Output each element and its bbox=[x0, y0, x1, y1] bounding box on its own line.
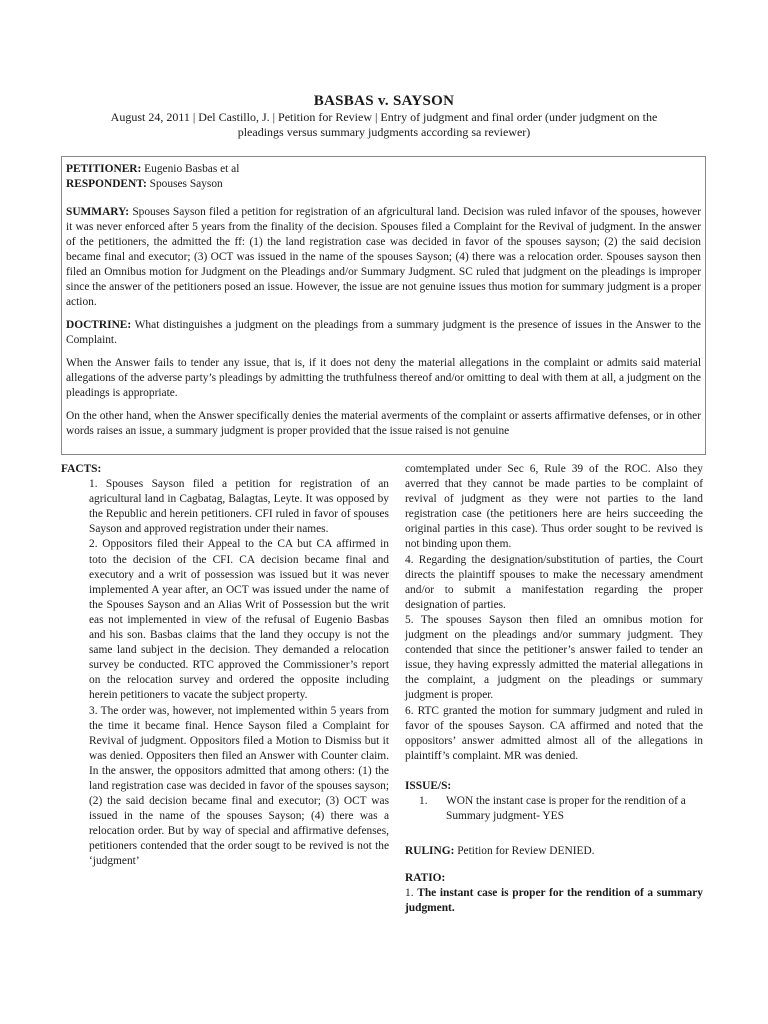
summary-label: SUMMARY: bbox=[66, 206, 130, 218]
ratio-heading: RATIO: bbox=[405, 872, 446, 885]
case-title: BASBAS v. SAYSON bbox=[313, 93, 455, 109]
right-column bbox=[405, 462, 703, 917]
doctrine-text: What distinguishes a judgment on the pleadings from a summary judgment is the presence of issues in the Answer to the Complaint. bbox=[66, 319, 701, 346]
fact-6: 6. RTC granted the motion for summary judgment and ruled in favor of the spouses Sayson. CA affirmed and noted that the oppositors’ answer admitted almost all of the allegations in plaintiff’s complaint. MR was denied. bbox=[405, 704, 703, 762]
spacer bbox=[66, 192, 701, 205]
issues-heading: ISSUE/S: bbox=[405, 779, 452, 792]
petitioner-label: PETITIONER: bbox=[66, 163, 142, 175]
spacer bbox=[66, 401, 701, 409]
summary-box bbox=[61, 156, 706, 455]
fact-3: 3. The order was, however, not implemented within 5 years from the time it became final. Hence Sayson filed a Complaint for Revival of judgment. Oppositors filed a Motion to Dismiss but it was denied. Oppositers then filed an Answer with Counter claim. In the answer, the oppositors admitted that among others: (1) the land registration case was decided in favor of the spouses sayson; (2) the said decision became final and executor; (3) OCT was issued in the name of the spouses Sayson; (4) there was a relocation order. But by way of special and affirmative defenses, petitioners contended that the order sougt to be revived is not the ‘judgment’ bbox=[89, 704, 389, 868]
ruling-line bbox=[405, 844, 703, 859]
left-column bbox=[61, 462, 389, 870]
spacer bbox=[66, 310, 701, 318]
summary-paragraph bbox=[66, 205, 701, 310]
issue-text: WON the instant case is proper for the rendition of a Summary judgment- YES bbox=[446, 794, 686, 823]
spacer bbox=[405, 764, 703, 779]
fact-5: 5. The spouses Sayson then filed an omnibus motion for judgment on the pleadings and/or summary judgment. They contended that since the petitioner’s answer failed to tender an issue, they having expressly admitted the material allegations in the complaint, a judgment on the pleadings or summary judgment is proper. bbox=[405, 613, 703, 702]
doctrine-paragraph bbox=[66, 318, 701, 348]
doctrine-label: DOCTRINE: bbox=[66, 319, 132, 331]
facts-heading: FACTS: bbox=[61, 463, 102, 475]
fact-2: 2. Oppositors filed their Appeal to the CA but CA affirmed in toto the decision of the CFI. CA decision became final and executory and a writ of possession was issued but it was never implemented A year after, an OCT was issued under the name of the Spouses Sayson and an Alias Writ of Possession but the writ eas not implemented in view of the refusal of Eugenio Basbas and his son. Basbas claims that the land they occupy is not the same land subject in the decision. They demanded a relocation survey be conducted. RTC approved the Commissioner’s report on the relocation survey and ordered the opposite including herein petitioners to vacate the subject property. bbox=[89, 538, 389, 702]
spacer bbox=[405, 859, 703, 871]
spacer bbox=[405, 824, 703, 844]
fact-1: 1. Spouses Sayson filed a petition for registration of an agricultural land in Cagbatag, Balagtas, Leyte. It was opposed by the Republic and herein petitioners. CFI ruled in favor of spouses Sayson and approved registration under their names. bbox=[89, 478, 389, 536]
ratio-item bbox=[405, 886, 703, 916]
summary-text: Spouses Sayson filed a petition for registration of an afgricultural land. Decision was ruled infavor of the spouses, however it was never enforced after 5 years from the finality of the decision. Spouses filed a Complaint for the Revival of judgment. In the answer of the petitioners, the admitted the ff: (1) the land registration case was decided in favor of the spouses sayson; (2) the said decision became final and executor; (3) OCT was issued in the name of the spouses Sayson; (4) there was a relocation order. Spouses sayson then filed an Omnibus motion for Judgment on the Pleadings and/or Summary Judgment. SC ruled that judgment on the pleadings is improper since the answer of the petitioners posed an issue. However, the issue are not genuine issues thus motion for summary judgment is a proper action. bbox=[66, 206, 701, 308]
petitioner-line bbox=[66, 162, 701, 177]
ratio-number: 1. bbox=[405, 887, 414, 900]
doctrine-paragraph-2: When the Answer fails to tender any issue, that is, if it does not deny the material allegations in the complaint or admits said material allegations of the adverse party’s pleadings by admitting the truthfulness thereof and/or omitting to deal with them at all, a judgment on the pleadings is appropriate. bbox=[66, 357, 701, 399]
ratio-text: The instant case is proper for the rendition of a summary judgment. bbox=[405, 887, 703, 915]
petitioner-value: Eugenio Basbas et al bbox=[141, 163, 240, 175]
respondent-value: Spouses Sayson bbox=[146, 178, 223, 190]
ruling-text: Petition for Review DENIED. bbox=[454, 845, 595, 858]
doctrine-paragraph-3: On the other hand, when the Answer specifically denies the material averments of the complaint or asserts affirmative defenses, or in other words raises an issue, a summary judgment is proper provided that the issue raised is not genuine bbox=[66, 410, 701, 437]
fact-3-continued: comtemplated under Sec 6, Rule 39 of the ROC. Also they averred that they cannot be made parties to be complaint of revival of judgment as they were not parties to the land registration case (the petitioners here are heirs succeeding the original parties in this case). Thus order sought to be revived is not binding upon them. bbox=[405, 463, 703, 551]
ruling-label: RULING: bbox=[405, 845, 455, 858]
respondent-label: RESPONDENT: bbox=[66, 178, 147, 190]
spacer bbox=[66, 348, 701, 356]
respondent-line bbox=[66, 177, 701, 192]
issue-item bbox=[419, 794, 703, 824]
fact-4: 4. Regarding the designation/substitution of parties, the Court directs the plaintiff spouses to make the necessary amendment and/or to submit a manifestation regarding the proper designation of parties. bbox=[405, 553, 703, 611]
case-subtitle: August 24, 2011 | Del Castillo, J. | Petition for Review | Entry of judgment and final order (under judgment on the pleadings versus summary judgments according sa reviewer) bbox=[110, 110, 658, 139]
issue-number: 1. bbox=[419, 794, 428, 807]
